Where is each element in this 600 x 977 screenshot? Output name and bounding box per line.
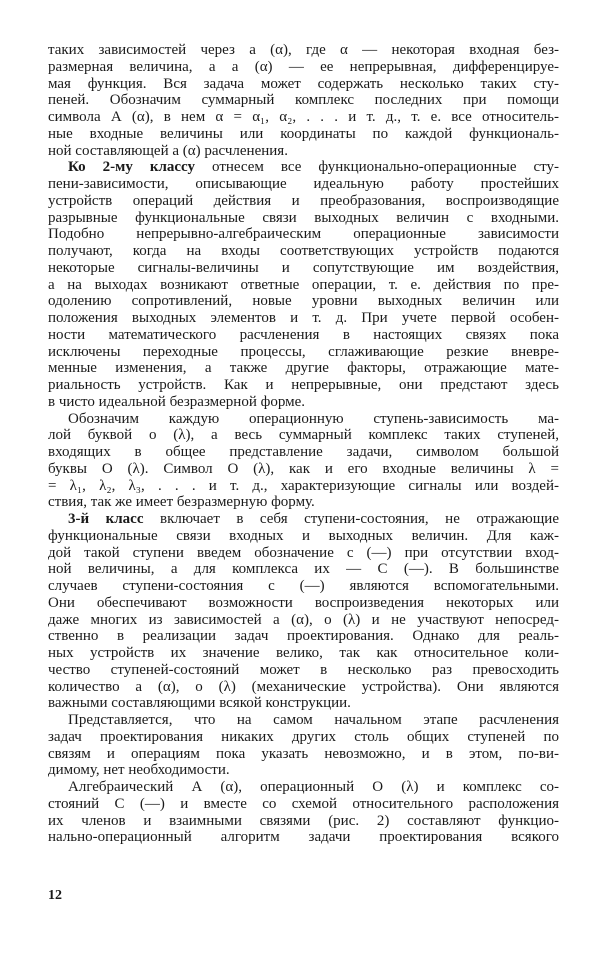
line-text: буквы О (λ). Символ О (λ), как и его входные величины λ = [48,460,559,477]
text-line [48,260,559,277]
text-line [48,511,559,528]
text-line [48,377,559,394]
line-text: лой буквой о (λ), а весь суммарный комплекс таких ступеней, [48,427,559,444]
text-line [48,143,559,160]
line-text: ных устройств их значение велико, так как относительное коли- [48,645,559,661]
line-text: = λ₁, λ₂, λ₃, . . . и т. д., характеризующие сигналы или воздей- [48,477,559,494]
line-text: мая функция. Вся задача может содержать несколько таких сту- [48,75,559,92]
text-line [48,76,559,93]
text-line [48,411,559,428]
line-text: чество ступеней-состояний может в несколько раз превосходить [48,661,559,678]
line-text: входящих в общее представление задачи, символом большой [48,444,559,460]
text-line [48,561,559,578]
line-text: ной величины, а для комплекса их — С (—). В большинстве [48,561,559,578]
paragraph [48,779,559,846]
line-text: таких зависимостей через a (α), где α — некоторая входная без- [48,42,559,58]
text-line [48,193,559,210]
text-line [48,42,559,59]
line-text: ности математического расчленения в настоящих связях пока [48,326,559,343]
text-line [48,344,559,361]
page-body [48,42,559,846]
text-line [48,59,559,76]
line-text: в чисто идеальной безразмерной форме. [48,393,306,410]
line-text: случаев ступени-состояния с (—) являются вспомогательными. [48,578,559,594]
text-line [48,226,559,243]
line-text: нально-операционный алгоритм задачи проектирования всякого [48,829,559,846]
line-text: ной составляющей a (α) расчленения. [48,142,288,159]
line-text: Обозначим каждую операционную ступень-зависимость ма- [68,410,559,427]
page-number: 12 [48,888,62,903]
text-line [48,829,559,846]
text-line [48,578,559,595]
line-text: размерная величина, а a (α) — ее непрерывная, дифференцируе- [48,58,559,75]
text-line [48,796,559,813]
line-text: разрывные функциональные связи выходных величин с входными. [48,209,559,226]
text-line [48,779,559,796]
line-text: включает в себя ступени-состояния, не отражающие [143,511,559,527]
text-line [48,679,559,696]
text-line [48,109,559,126]
text-line [48,545,559,562]
text-line [48,461,559,478]
text-line [48,243,559,260]
text-line [48,695,559,712]
text-line [48,310,559,327]
paragraph [48,511,559,712]
line-text: пени-зависимости, описывающие идеальную работу простейших [48,176,559,192]
line-text: димому, нет необходимости. [48,762,230,779]
text-line [48,210,559,227]
text-line [48,394,559,411]
line-text: исключены переходные процессы, сглаживающие резкие вневре- [48,343,559,360]
line-text: ные входные величины или координаты по каждой функциональ- [48,125,559,142]
line-text: получают, когда на входы соответствующих устройств подаются [48,243,559,259]
text-line [48,645,559,662]
text-line [48,528,559,545]
line-text: Подобно непрерывно-алгебраическим операционные зависимости [48,226,559,243]
text-line [48,293,559,310]
line-text: ствия, так же имеет безразмерную форму. [48,494,315,511]
text-line [48,729,559,746]
paragraph [48,411,559,512]
line-text: а на выходах возникают ответные операции, т. е. действия по пре- [48,276,559,293]
line-text: менные изменения, а также другие факторы, отражающие мате- [48,360,559,377]
line-text: функциональные связи входных и выходных величин. Для каж- [48,527,559,544]
line-text: некоторые сигналы-величины и сопутствующие им воздействия, [48,259,559,276]
text-line [48,762,559,779]
text-line [48,126,559,143]
line-text: пеней. Обозначим суммарный комплекс последних при помощи [48,92,559,109]
line-text: даже многих из зависимостей a (α), о (λ) и не участвуют непосред- [48,611,559,628]
text-line [48,444,559,461]
text-line [48,478,559,495]
line-text: важными составляющими всякой конструкции. [48,695,351,712]
line-text: Они обеспечивают возможности воспроизведения некоторых или [48,594,559,611]
line-text: стояний С (—) и вместе со схемой относительного расположения [48,795,559,812]
line-text: одолению сопротивлений, новые уровни выходных величин или [48,293,559,310]
line-text: связям и операциям пока указать невозможно, и в этом, по-ви- [48,745,559,762]
line-text: ственно в реализации задач проектирования. Однако для реаль- [48,628,559,645]
text-line [48,494,559,511]
text-line [48,628,559,645]
text-line [48,595,559,612]
line-text: Алгебраический А (α), операционный О (λ) и комплекс со- [68,779,559,795]
line-text: положения выходных элементов и т. д. При учете первой особен- [48,310,559,326]
text-line [48,176,559,193]
line-text: Представляется, что на самом начальном этапе расчленения [68,712,559,728]
line-text: отнесем все функционально-операционные сту- [195,159,559,176]
bold-lead-in: 3-й класс [68,511,144,527]
line-text: символа А (α), в нем α = α₁, α₂, . . . и т. д., т. е. все относитель- [48,109,559,125]
text-line [48,427,559,444]
line-text: устройств операций действия и преобразования, воспроизводящие [48,192,559,209]
text-line [48,746,559,763]
line-text: их членов и взаимными связями (рис. 2) составляют функцио- [48,812,559,829]
text-line [48,612,559,629]
line-text: задач проектирования никаких других столь общих ступеней по [48,728,559,745]
text-line [48,92,559,109]
text-line [48,159,559,176]
text-line [48,277,559,294]
text-line [48,327,559,344]
paragraph [48,42,559,159]
bold-lead-in: Ко 2-му классу [68,159,196,176]
text-line [48,712,559,729]
text-line [48,813,559,830]
paragraph [48,712,559,779]
line-text: риальность устройств. Как и непрерывные, они предстают здесь [48,377,559,393]
line-text: количество a (α), о (λ) (механические устройства). Они являются [48,678,559,695]
line-text: дой такой ступени введем обозначение с (—) при отсутствии вход- [48,544,559,561]
paragraph [48,159,559,410]
text-line [48,360,559,377]
text-line [48,662,559,679]
